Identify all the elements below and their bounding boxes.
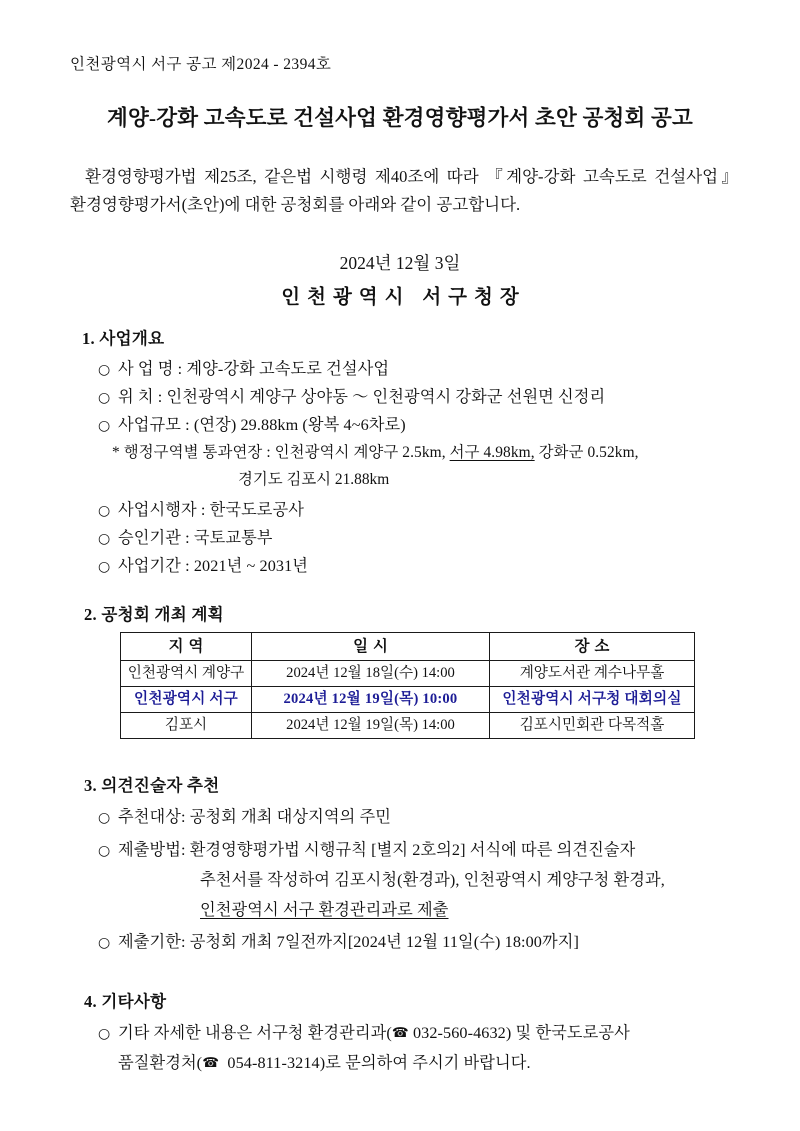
other-info-line-2 xyxy=(118,1049,531,1073)
bullet-circle-icon: ○ xyxy=(98,810,111,826)
other-info-text-b: ) 및 한국도로공사 xyxy=(505,1024,630,1042)
bullet-circle-icon: ○ xyxy=(98,418,111,434)
cell-datetime: 2024년 12월 18일(수) 14:00 xyxy=(252,661,490,687)
list-item-other-info xyxy=(98,1019,630,1043)
bullet-circle-icon: ○ xyxy=(98,935,111,951)
list-item-recommendation-target xyxy=(98,803,391,827)
issuer-name: 인천광역시 서구청장 xyxy=(281,287,526,308)
bullet-circle-icon: ○ xyxy=(98,531,111,547)
section-2-heading: 2. 공청회 개최 계획 xyxy=(84,605,224,624)
operator-label: 사업시행자 xyxy=(118,501,197,519)
section-3-heading: 3. 의견진술자 추천 xyxy=(84,776,220,795)
list-item-location: ○ 위 치 : 인천광역시 계양구 상야동 ～ 인천광역시 강화군 선원면 신정리 xyxy=(98,388,606,406)
intro-line-2: 건설사업』 환경영향평가서(초안)에 대한 공청회를 아래와 같이 공고합니다. xyxy=(70,167,738,215)
list-item-period: ○ 사업기간 : 2021년 ~ 2031년 xyxy=(98,557,309,575)
bullet-circle-icon: ○ xyxy=(98,362,111,378)
list-item-scale: ○ 사업규모 : (연장) 29.88km (왕복 4~6차로) xyxy=(98,416,406,434)
table-row xyxy=(121,713,695,739)
intro-paragraph xyxy=(70,163,738,220)
project-name-value: 계양-강화 고속도로 건설사업 xyxy=(186,360,390,378)
section-4-heading: 4. 기타사항 xyxy=(84,992,167,1011)
list-item-submission-method xyxy=(98,836,635,860)
location-value: 인천광역시 계양구 상야동 ～ 인천광역시 강화군 선원면 신정리 xyxy=(166,388,606,406)
cell-datetime: 2024년 12월 19일(목) 10:00 xyxy=(252,687,490,713)
recommendation-target-text: 추천대상: 공청회 개최 대상지역의 주민 xyxy=(118,808,391,826)
approval-agency-label: 승인기관 xyxy=(118,529,181,547)
other-info-text-a: 기타 자세한 내용은 서구청 환경관리과( xyxy=(118,1024,392,1042)
approval-agency-value: 국토교통부 xyxy=(193,529,273,547)
cell-region: 인천광역시 계양구 xyxy=(121,661,252,687)
list-item-operator: ○ 사업시행자 : 한국도로공사 xyxy=(98,501,305,519)
expressway-phone-number: 054-811-3214 xyxy=(227,1054,320,1072)
district-length-note-line-2: 경기도 김포시 21.88km xyxy=(238,471,390,488)
cell-datetime: 2024년 12월 19일(목) 14:00 xyxy=(252,713,490,739)
section-1-heading: 1. 사업개요 xyxy=(82,329,165,348)
table-row-highlighted xyxy=(121,687,695,713)
operator-value: 한국도로공사 xyxy=(209,501,305,519)
scale-value: (연장) 29.88km (왕복 4~6차로) xyxy=(193,416,406,434)
bullet-circle-icon: ○ xyxy=(98,559,111,575)
note-suffix: 강화군 0.52km, xyxy=(534,444,639,461)
list-item-project-name: ○ 사 업 명 : 계양-강화 고속도로 건설사업 xyxy=(98,360,390,378)
intro-line-1: 환경영향평가법 제25조, 같은법 시행령 제40조에 따라 『계양-강화 고속도로 xyxy=(85,167,647,186)
other-info-text-c: 품질환경처( xyxy=(118,1054,203,1072)
note-underlined-seogu: 서구 4.98km, xyxy=(449,444,535,461)
submission-method-line-3-underlined: 인천광역시 서구 환경관리과로 제출 xyxy=(200,901,449,919)
cell-venue: 계양도서관 계수나무홀 xyxy=(490,661,695,687)
period-value: 2021년 ~ 2031년 xyxy=(193,557,309,575)
period-label: 사업기간 xyxy=(118,557,181,575)
submission-deadline-text: 제출기한: 공청회 개최 7일전까지[2024년 12월 11일(수) 18:00까지] xyxy=(118,933,579,951)
phone-icon: ☎ xyxy=(202,1055,220,1071)
bullet-circle-icon: ○ xyxy=(98,1026,111,1042)
cell-region: 인천광역시 서구 xyxy=(121,687,252,713)
column-header-region: 지역 xyxy=(121,633,252,661)
phone-icon: ☎ xyxy=(391,1025,409,1041)
cell-region: 김포시 xyxy=(121,713,252,739)
bullet-circle-icon: ○ xyxy=(98,390,111,406)
page-title: 계양-강화 고속도로 건설사업 환경영향평가서 초안 공청회 공고 xyxy=(106,106,693,130)
location-label: 위 치 xyxy=(118,388,154,406)
submission-method-line-2: 추천서를 작성하여 김포시청(환경과), 인천광역시 계양구청 환경과, xyxy=(200,871,665,889)
scale-label: 사업규모 xyxy=(118,416,181,434)
bullet-circle-icon: ○ xyxy=(98,503,111,519)
note-prefix: * 행정구역별 통과연장 : 인천광역시 계양구 2.5km, xyxy=(112,444,450,461)
table-header-row xyxy=(121,633,695,661)
list-item-approval-agency: ○ 승인기관 : 국토교통부 xyxy=(98,529,273,547)
table-row xyxy=(121,661,695,687)
announcement-date: 2024년 12월 3일 xyxy=(339,253,461,273)
column-header-venue: 장소 xyxy=(490,633,695,661)
hearing-schedule-table xyxy=(120,632,695,739)
other-info-text-d: )로 문의하여 주시기 바랍니다. xyxy=(319,1054,531,1072)
column-header-datetime: 일시 xyxy=(252,633,490,661)
list-item-submission-deadline xyxy=(98,928,579,952)
cell-venue: 인천광역시 서구청 대회의실 xyxy=(490,687,695,713)
document-number: 인천광역시 서구 공고 제2024 - 2394호 xyxy=(70,56,332,73)
seogu-phone-number: 032-560-4632 xyxy=(412,1024,506,1042)
district-length-note xyxy=(112,440,639,462)
project-name-label: 사 업 명 xyxy=(118,360,174,378)
submission-method-line-1: 제출방법: 환경영향평가법 시행규칙 [별지 2호의2] 서식에 따른 의견진술자 xyxy=(118,841,636,859)
bullet-circle-icon: ○ xyxy=(98,843,111,859)
cell-venue: 김포시민회관 다목적홀 xyxy=(490,713,695,739)
